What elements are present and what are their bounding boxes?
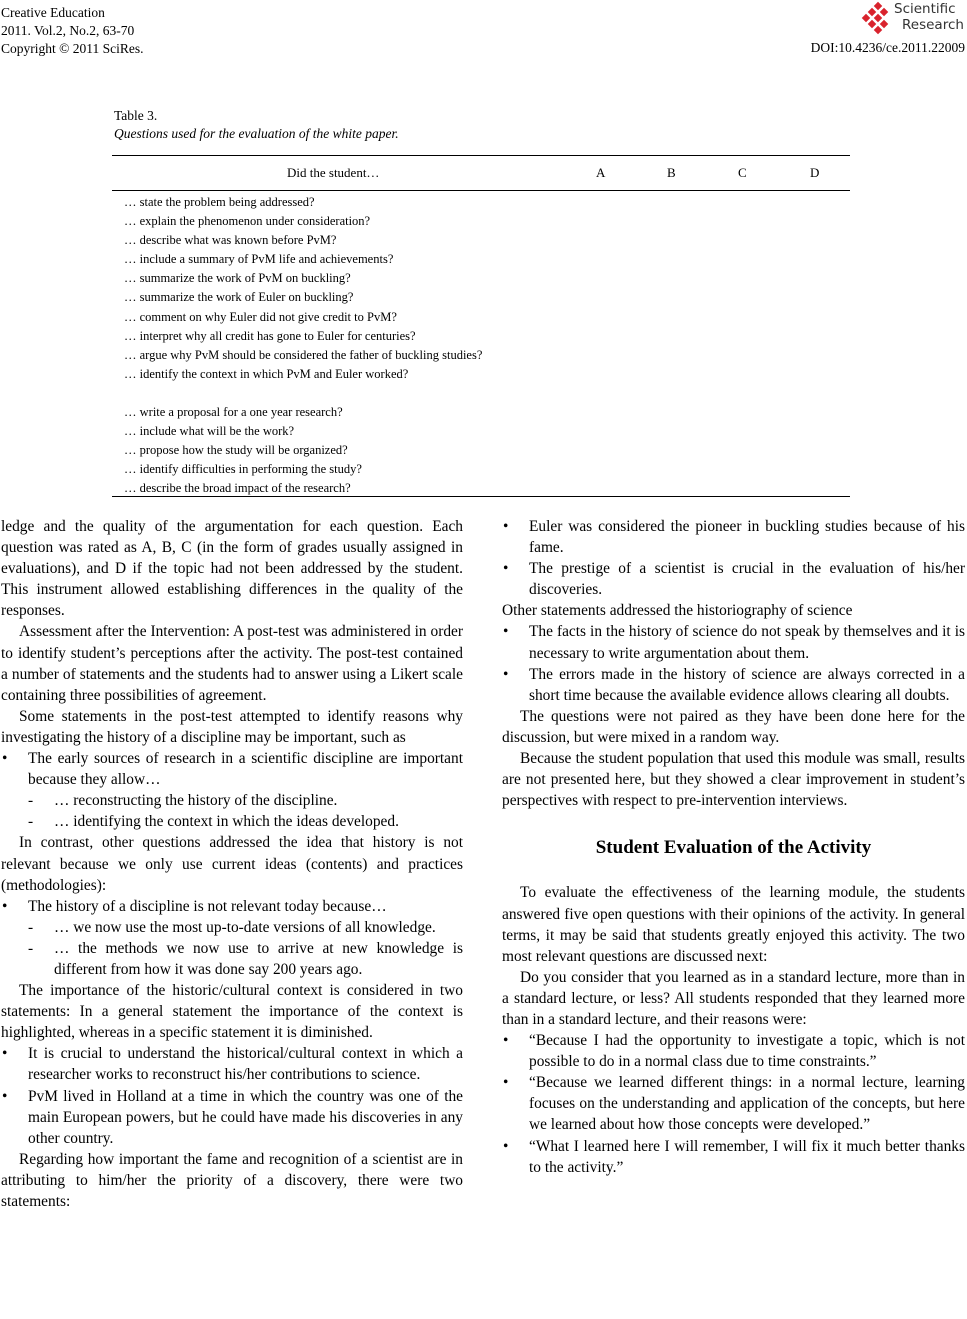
paragraph: The questions were not paired as they have been done here for the discussion, but were mixed in a random way. <box>502 707 965 746</box>
bullet-icon: • <box>503 623 509 641</box>
table-row: … include what will be the work? <box>124 424 295 439</box>
left-column <box>1 516 463 1212</box>
list-item: • “Because we learned different things: in a normal lecture, learning focuses on the understanding and application of the concepts, but here we learned about how those concepts were developed.” <box>503 1074 965 1134</box>
table-row: … identify difficulties in performing the study? <box>124 462 362 477</box>
list-item: • “Because I had the opportunity to investigate a topic, which is not possible to do in a normal class due to time constraints.” <box>503 1032 965 1071</box>
table-header-a: A <box>596 165 606 180</box>
bullet-icon: • <box>503 1137 509 1155</box>
paragraph: Assessment after the Intervention: A post-test was administered in order to identify student’s perceptions after the activity. The post-test contained a number of statements and the students had to answer using a Likert scale containing three possibilities of agreement. <box>1 623 463 704</box>
right-column <box>502 516 965 1178</box>
list-item: • The history of a discipline is not relevant today because… <box>1 896 463 917</box>
publisher-logo <box>861 1 965 37</box>
paragraph: Other statements addressed the historiography of science <box>502 602 853 620</box>
paragraph: Regarding how important the fame and recognition of a scientist are in attributing to him/her the priority of a discovery, there were two statements: <box>1 1150 463 1210</box>
paragraph: In contrast, other questions addressed the idea that history is not relevant because we only use current ideas (contents) and practices (methodologies): <box>1 834 463 894</box>
list-item: • Euler was considered the pioneer in buckling studies because of his fame. <box>503 518 965 557</box>
table-header-row <box>112 156 850 191</box>
table-row: … state the problem being addressed? <box>124 195 315 209</box>
table-row: … summarize the work of Euler on buckling? <box>124 290 354 305</box>
list-item: • The prestige of a scientist is crucial in the evaluation of his/her discoveries. <box>503 560 965 599</box>
paragraph: ledge and the quality of the argumentation for each question. Each question was rated as A, B, C (in the form of grades usually assigned in evaluations), and D if the topic had not been addressed by the student. This instrument allowed establishing differences in the quality of the responses. <box>1 518 463 620</box>
sub-list-item: - … the methods we now use to arrive at new knowledge is different from how it was done say 200 years ago. <box>28 939 463 978</box>
evaluation-table <box>112 155 850 497</box>
bullet-icon: • <box>2 1045 8 1063</box>
journal-name: Creative Education <box>1 5 105 20</box>
table-title: Questions used for the evaluation of the white paper. <box>114 126 399 141</box>
table-row: … argue why PvM should be considered the father of buckling studies? <box>124 347 483 362</box>
list-item: • The early sources of research in a scientific discipline are important because they allow… <box>2 750 463 789</box>
list-item: • It is crucial to understand the historical/cultural context in which a researcher works to reconstruct his/her contributions to science. <box>2 1045 463 1084</box>
bullet-icon: • <box>2 1087 8 1105</box>
table-row: … describe what was known before PvM? <box>124 233 337 248</box>
table-header-b: B <box>667 165 676 180</box>
list-item: • “What I learned here I will remember, I will fix it much better thanks to the activity.” <box>503 1137 965 1176</box>
logo-text: Scientific Research <box>894 1 964 33</box>
copyright: Copyright © 2011 SciRes. <box>1 41 144 56</box>
table-row: … include a summary of PvM life and achievements? <box>124 252 394 267</box>
paragraph: The importance of the historic/cultural context is considered in two statements: In a general statement the importance of the context is highlighted, whereas in a specific statement it is diminished. <box>1 982 463 1042</box>
table-caption <box>114 107 399 143</box>
table-row: … interpret why all credit has gone to Euler for centuries? <box>124 328 416 343</box>
bullet-icon: • <box>503 1074 509 1092</box>
bullet-icon: • <box>503 518 509 535</box>
doi: DOI:10.4236/ce.2011.22009 <box>810 40 965 55</box>
sub-list-item: - … identifying the context in which the ideas developed. <box>28 813 399 831</box>
section-heading: Student Evaluation of the Activity <box>595 837 872 859</box>
paragraph: To evaluate the effectiveness of the learning module, the students answered five open questions with their opinions of the activity. In general terms, it may be said that students greatly enjoyed this activity. The two most relevant questions are discussed next: <box>502 884 965 965</box>
sub-list-item: - … we now use the most up-to-date versions of all knowledge. <box>28 918 436 936</box>
sub-list-item: - … reconstructing the history of the discipline. <box>28 792 338 810</box>
list-item: • PvM lived in Holland at a time in which the country was one of the main European powers, but he could have made his discoveries in any other country. <box>2 1087 463 1147</box>
journal-header <box>1 4 144 58</box>
table-row: … propose how the study will be organized? <box>124 443 348 458</box>
bullet-icon: • <box>2 897 8 915</box>
table-row: … comment on why Euler did not give credit to PvM? <box>124 309 397 324</box>
table-row: … identify the context in which PvM and Euler worked? <box>124 366 409 381</box>
table-row: … describe the broad impact of the research? <box>124 481 351 496</box>
table-row-spacer <box>124 384 482 403</box>
table-label: Table 3. <box>114 108 158 123</box>
bullet-icon: • <box>503 665 509 683</box>
table-header-d: D <box>810 165 820 180</box>
paragraph: Because the student population that used this module was small, results are not presented here, but they showed a clear improvement in student’s perspectives with respect to pre-intervention interviews. <box>502 750 965 810</box>
paragraph: Some statements in the post-test attempted to identify reasons why investigating the history of a discipline may be important, such as <box>1 707 463 746</box>
table-header-question: Did the student… <box>287 165 380 180</box>
list-item: • The errors made in the history of science are always corrected in a short time because the available evidence allows clearing all doubts. <box>503 665 965 704</box>
bullet-icon: • <box>2 750 8 768</box>
scientific-research-logo-icon <box>861 1 897 37</box>
journal-volume: 2011. Vol.2, No.2, 63-70 <box>1 23 135 38</box>
paragraph: Do you consider that you learned as in a standard lecture, more than in a standard lecture, or less? All students responded that they learned more than in a standard lecture, and their reasons were: <box>502 968 965 1028</box>
table-row: … explain the phenomenon under consideration? <box>124 214 371 229</box>
table-row: … write a proposal for a one year research? <box>124 405 343 420</box>
list-item: • The facts in the history of science do not speak by themselves and it is necessary to write argumentation about them. <box>503 623 965 662</box>
table-row: … summarize the work of PvM on buckling? <box>124 271 351 286</box>
table-header-c: C <box>738 165 747 180</box>
bullet-icon: • <box>503 1032 509 1050</box>
table-body <box>124 193 482 499</box>
bullet-icon: • <box>503 560 509 578</box>
